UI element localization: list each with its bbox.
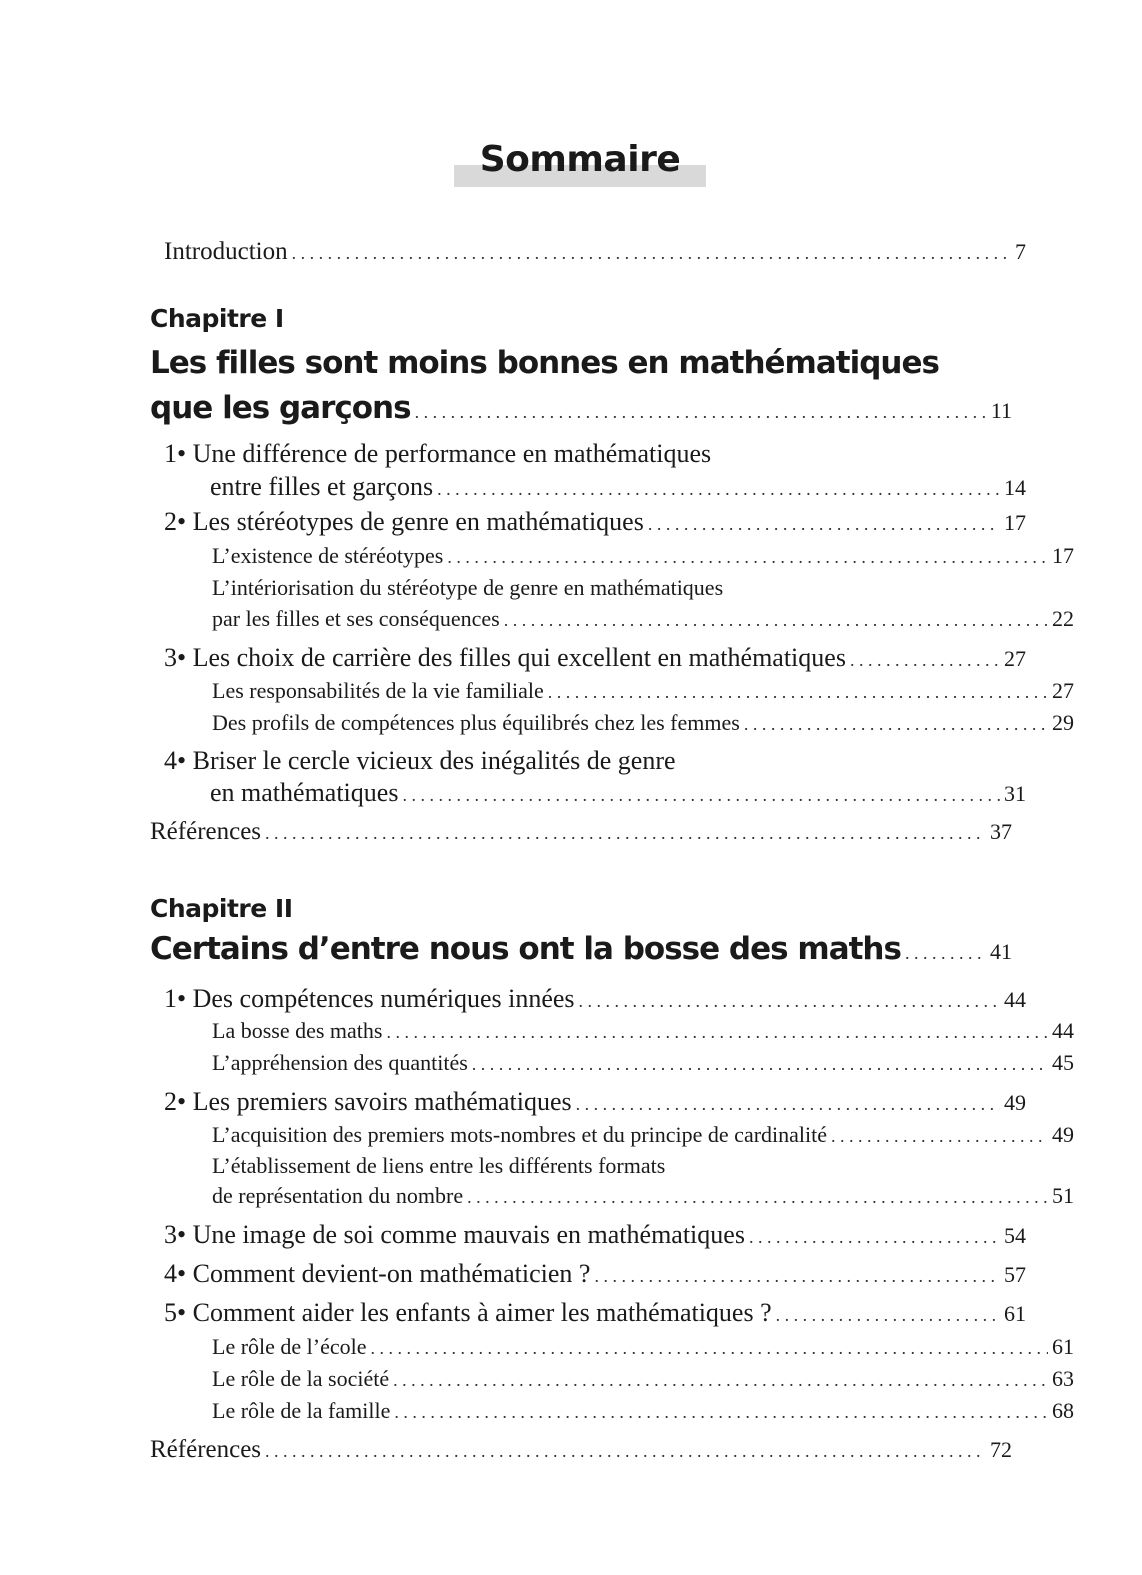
leader-dots [393, 1363, 1048, 1396]
toc-section-2-2[interactable] [150, 1086, 1026, 1120]
toc-subsection-line2[interactable] [150, 1180, 1074, 1213]
page-number: 45 [1052, 1050, 1074, 1075]
leader-dots [831, 1119, 1048, 1152]
chapter-1-title-line1[interactable]: Les filles sont moins bonnes en mathématiques [150, 345, 939, 381]
entry-label: en mathématiques [210, 778, 399, 807]
page-number: 49 [1004, 1090, 1026, 1115]
toc-subsection[interactable] [150, 540, 1074, 573]
entry-label: 3• Les choix de carrière des filles qui excellent en mathématiques [164, 643, 846, 672]
toc-subsection[interactable] [150, 1015, 1074, 1048]
page-number: 7 [1015, 239, 1026, 264]
leader-dots [437, 471, 1000, 505]
leader-dots [504, 603, 1048, 636]
chapter-1-label: Chapitre I [150, 304, 284, 333]
entry-label: 5• Comment aider les enfants à aimer les mathématiques ? [164, 1298, 772, 1327]
entry-label: 2• Les premiers savoirs mathématiques [164, 1087, 572, 1116]
toc-section-1-1-line1[interactable]: 1• Une différence de performance en mathématiques [164, 439, 712, 468]
leader-dots [265, 816, 986, 849]
toc-section-2-4[interactable] [150, 1258, 1026, 1292]
entry-label: de représentation du nombre [212, 1183, 464, 1208]
page-number: 27 [1052, 678, 1074, 703]
chapter-2-label: Chapitre II [150, 894, 293, 923]
entry-label: Introduction [164, 238, 288, 265]
toc-subsection-line2[interactable] [150, 603, 1074, 636]
toc-subsection[interactable] [150, 1331, 1074, 1364]
toc-section-1-3[interactable] [150, 642, 1026, 676]
page-number: 37 [990, 819, 1012, 844]
page-number: 44 [1052, 1018, 1074, 1043]
toc-section-2-5[interactable] [150, 1297, 1026, 1331]
toc-section-2-1[interactable] [150, 983, 1026, 1017]
leader-dots [402, 777, 1000, 811]
toc-subsection[interactable] [150, 707, 1074, 740]
page-number: 17 [1004, 510, 1026, 535]
page-number: 63 [1052, 1366, 1074, 1391]
leader-dots [749, 1219, 1000, 1253]
entry-label: Le rôle de l’école [212, 1334, 367, 1359]
page-number: 17 [1052, 543, 1074, 568]
leader-dots [447, 540, 1048, 573]
toc-subsection[interactable] [150, 1363, 1074, 1396]
toc-subsection-line1[interactable]: L’intériorisation du stéréotype de genre en mathématiques [212, 575, 724, 600]
entry-label: L’appréhension des quantités [212, 1050, 468, 1075]
entry-label: 1• Des compétences numériques innées [164, 984, 575, 1013]
page-number: 44 [1004, 987, 1026, 1012]
toc-subsection[interactable] [150, 1047, 1074, 1080]
entry-label: 3• Une image de soi comme mauvais en mathématiques [164, 1220, 745, 1249]
leader-dots [905, 932, 986, 973]
leader-dots [579, 983, 1000, 1017]
page-number: 11 [990, 398, 1012, 423]
toc-subsection[interactable] [150, 1395, 1074, 1428]
page-number: 72 [990, 1437, 1012, 1462]
entry-label: Les responsabilités de la vie familiale [212, 678, 544, 703]
page-number: 68 [1052, 1398, 1074, 1423]
entry-label: Références [150, 818, 262, 845]
toc-subsection[interactable] [150, 675, 1074, 708]
leader-dots [594, 1258, 1000, 1292]
chapter-2-title[interactable] [150, 929, 1012, 969]
page-title: Sommaire [479, 139, 681, 180]
toc-section-1-4-line1[interactable]: 4• Briser le cercle vicieux des inégalités de genre [164, 746, 676, 775]
page-number: 22 [1052, 606, 1074, 631]
entry-label: 2• Les stéréotypes de genre en mathématiques [164, 507, 644, 536]
page-number: 41 [990, 939, 1012, 964]
leader-dots [292, 236, 1011, 269]
entry-label: Certains d’entre nous ont la bosse des maths [150, 931, 901, 967]
entry-label: L’acquisition des premiers mots-nombres et du principe de cardinalité [212, 1122, 828, 1147]
entry-label: Le rôle de la famille [212, 1398, 391, 1423]
leader-dots [648, 506, 1000, 540]
page-number: 14 [1004, 475, 1026, 500]
toc-subsection[interactable] [150, 1119, 1074, 1152]
page-number: 29 [1052, 710, 1074, 735]
page-number: 54 [1004, 1223, 1026, 1248]
page-number: 27 [1004, 646, 1026, 671]
entry-label: L’existence de stéréotypes [212, 543, 444, 568]
leader-dots [744, 707, 1048, 740]
chapter-1-title-line2[interactable] [150, 388, 1012, 428]
toc-section-1-1-line2[interactable] [150, 471, 1026, 505]
leader-dots [472, 1047, 1048, 1080]
leader-dots [386, 1015, 1048, 1048]
entry-label: Références [150, 1436, 262, 1463]
entry-label: Des profils de compétences plus équilibrés chez les femmes [212, 710, 740, 735]
entry-label: 4• Comment devient-on mathématicien ? [164, 1259, 591, 1288]
toc-references-ch2[interactable] [150, 1434, 1012, 1467]
leader-dots [467, 1180, 1048, 1213]
page-number: 31 [1004, 781, 1026, 806]
page-number: 57 [1004, 1262, 1026, 1287]
entry-label: La bosse des maths [212, 1018, 383, 1043]
leader-dots [548, 675, 1048, 708]
leader-dots [371, 1331, 1048, 1364]
leader-dots [415, 391, 987, 432]
entry-label: que les garçons [150, 390, 411, 426]
page-number: 49 [1052, 1122, 1074, 1147]
entry-label: Le rôle de la société [212, 1366, 390, 1391]
page-number: 51 [1052, 1183, 1074, 1208]
leader-dots [394, 1395, 1048, 1428]
toc-section-1-2[interactable] [150, 506, 1026, 540]
entry-label: par les filles et ses conséquences [212, 606, 500, 631]
page-number: 61 [1052, 1334, 1074, 1359]
leader-dots [776, 1297, 1000, 1331]
leader-dots [576, 1086, 1000, 1120]
toc-subsection-line1[interactable]: L’établissement de liens entre les différents formats [212, 1153, 666, 1178]
toc-references-ch1[interactable] [150, 816, 1012, 849]
leader-dots [265, 1434, 986, 1467]
title-block [454, 136, 706, 188]
toc-section-2-3[interactable] [150, 1219, 1026, 1253]
leader-dots [850, 642, 1000, 676]
toc-entry-introduction[interactable] [150, 236, 1026, 269]
toc-section-1-4-line2[interactable] [150, 777, 1026, 811]
entry-label: entre filles et garçons [210, 472, 434, 501]
page-number: 61 [1004, 1301, 1026, 1326]
